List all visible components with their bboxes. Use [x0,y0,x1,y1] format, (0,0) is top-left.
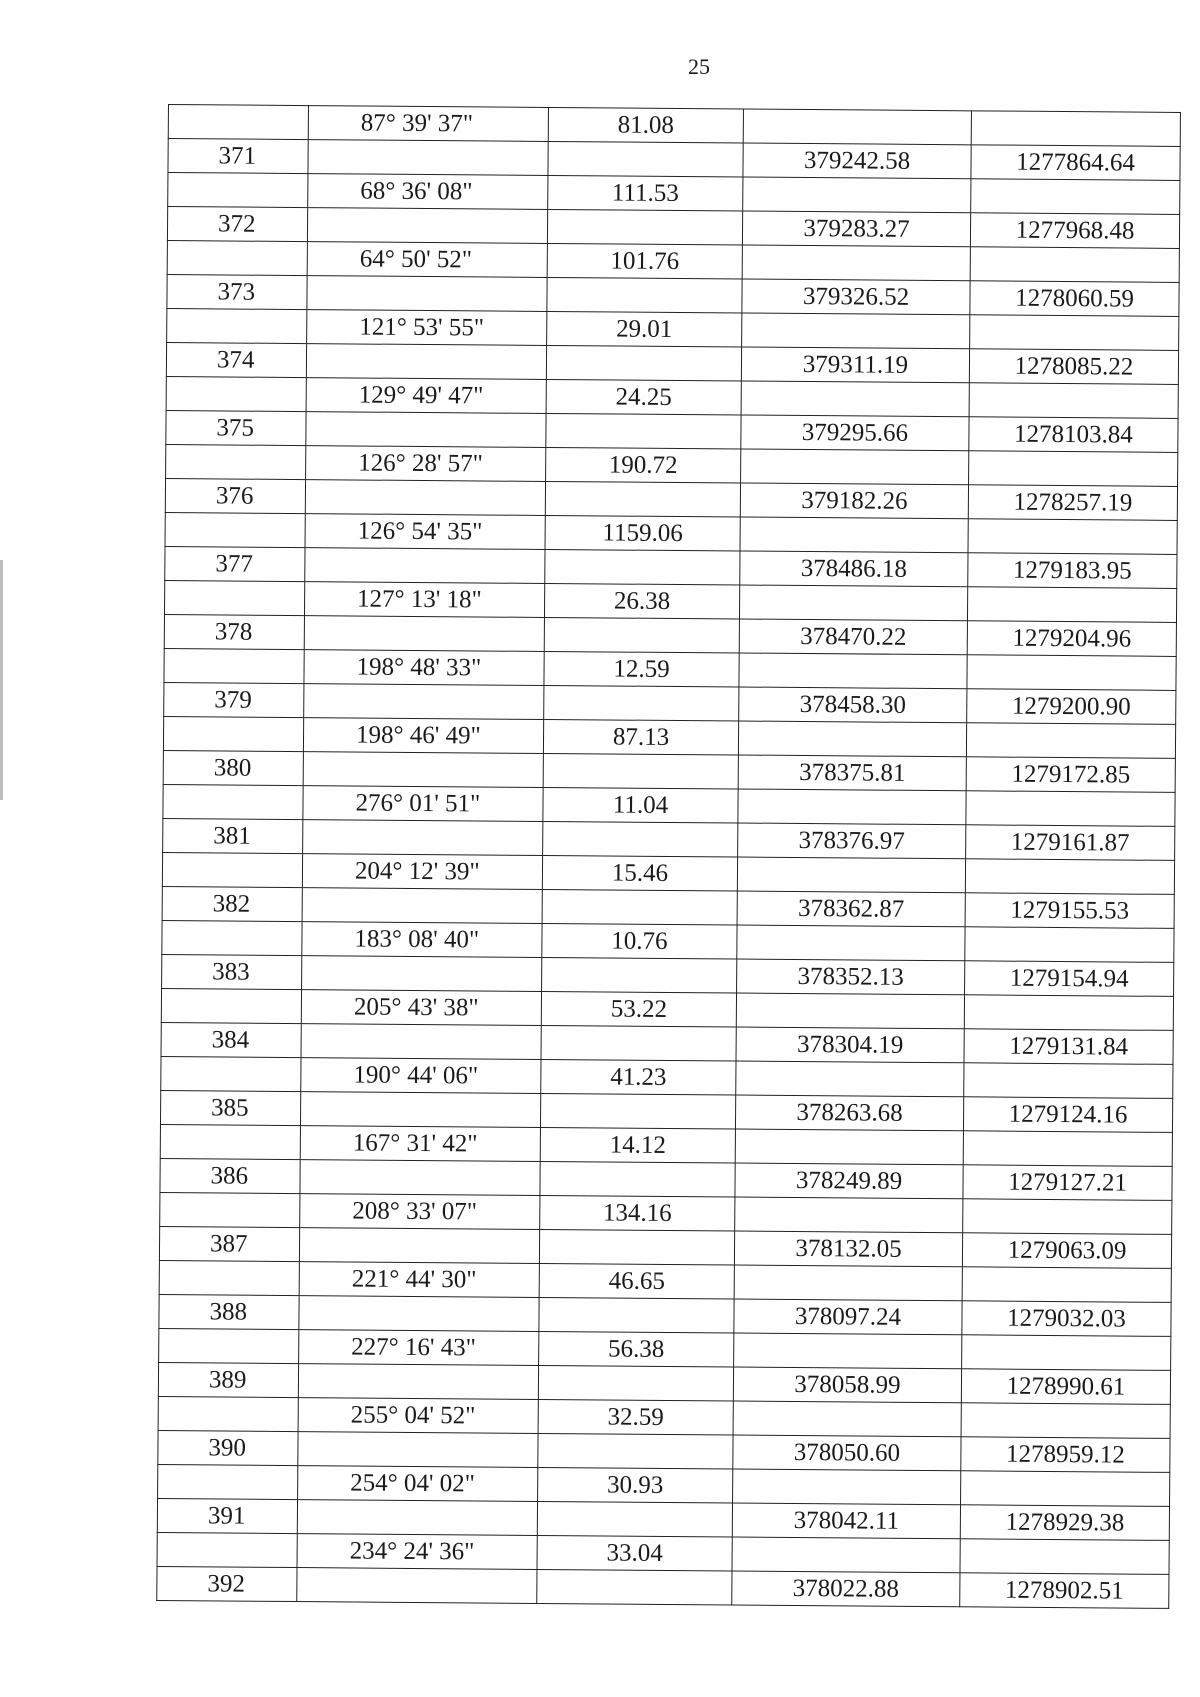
distance-cell [546,413,741,449]
northing-cell [965,927,1174,963]
northing-cell [965,859,1174,895]
distance-cell: 56.38 [539,1331,734,1367]
easting-cell [743,177,971,213]
station-cell [159,1260,299,1295]
station-cell [163,716,303,751]
distance-cell: 111.53 [548,175,743,211]
northing-cell: 1279127.21 [963,1165,1172,1201]
bearing-cell: 208° 33' 07" [300,1194,540,1230]
northing-cell [968,519,1177,555]
northing-cell [971,111,1180,147]
easting-cell [735,1129,963,1165]
easting-cell: 378376.97 [738,823,966,859]
station-cell: 384 [161,1022,301,1057]
northing-cell [970,315,1179,351]
distance-cell [547,277,742,313]
bearing-cell: 221° 44' 30" [299,1262,539,1298]
easting-cell [742,245,970,281]
easting-cell [733,1469,961,1505]
easting-cell [741,449,969,485]
easting-cell: 378050.60 [733,1435,961,1471]
station-cell: 373 [167,274,307,309]
station-cell: 374 [166,342,306,377]
easting-cell [743,109,971,145]
northing-cell [966,791,1175,827]
northing-cell [963,1199,1172,1235]
northing-cell [967,587,1176,623]
bearing-cell [306,412,546,448]
distance-cell [537,1501,732,1537]
distance-cell: 12.59 [544,651,739,687]
bearing-cell: 129° 49' 47" [306,378,546,414]
station-cell: 372 [167,207,307,242]
northing-cell [960,1539,1169,1575]
station-cell: 391 [157,1498,297,1533]
easting-cell [732,1537,960,1573]
bearing-cell: 167° 31' 42" [300,1126,540,1162]
distance-cell: 24.25 [546,379,741,415]
easting-cell [734,1333,962,1369]
easting-cell: 378022.88 [732,1571,960,1607]
distance-cell: 190.72 [546,447,741,483]
bearing-cell: 126° 54' 35" [305,514,545,550]
bearing-cell [304,616,544,652]
northing-cell: 1278990.61 [961,1369,1170,1405]
northing-cell [962,1267,1171,1303]
northing-cell: 1279172.85 [966,757,1175,793]
distance-cell: 46.65 [539,1263,734,1299]
northing-cell: 1279155.53 [965,893,1174,929]
bearing-cell: 255° 04' 52" [298,1398,538,1434]
station-cell: 371 [168,139,308,174]
station-cell: 380 [163,750,303,785]
easting-cell [735,1197,963,1233]
distance-cell [538,1433,733,1469]
station-cell: 387 [159,1226,299,1261]
easting-cell: 379242.58 [743,143,971,179]
station-cell [160,1124,300,1159]
easting-cell [741,381,969,417]
northing-cell: 1278103.84 [969,417,1178,453]
northing-cell [964,995,1173,1031]
distance-cell [539,1229,734,1265]
distance-cell [544,617,739,653]
bearing-cell [306,344,546,380]
northing-cell [970,247,1179,283]
station-cell [162,852,302,887]
easting-cell [739,653,967,689]
distance-cell [548,141,743,177]
distance-cell [540,1093,735,1129]
easting-cell: 378458.30 [739,687,967,723]
distance-cell [540,1161,735,1197]
station-cell [164,648,304,683]
bearing-cell: 126° 28' 57" [306,446,546,482]
station-cell [164,580,304,615]
distance-cell [538,1365,733,1401]
station-cell: 379 [164,682,304,717]
northing-cell: 1279200.90 [967,689,1176,725]
station-cell: 381 [163,818,303,853]
station-cell [160,1192,300,1227]
easting-cell: 378042.11 [732,1503,960,1539]
bearing-cell [303,752,543,788]
northing-cell [964,1063,1173,1099]
distance-cell: 11.04 [543,787,738,823]
station-cell [161,1056,301,1091]
northing-cell: 1278085.22 [969,349,1178,385]
northing-cell: 1278902.51 [960,1573,1169,1609]
easting-cell: 379182.26 [740,483,968,519]
station-cell [168,173,308,208]
station-cell: 388 [159,1294,299,1329]
station-cell [161,988,301,1023]
easting-cell [742,313,970,349]
distance-cell [537,1569,732,1605]
northing-cell [971,179,1180,215]
bearing-cell: 127° 13' 18" [304,582,544,618]
northing-cell: 1278959.12 [961,1437,1170,1473]
bearing-cell [299,1228,539,1264]
distance-cell [539,1297,734,1333]
northing-cell [963,1131,1172,1167]
distance-cell [542,957,737,993]
northing-cell: 1279032.03 [962,1301,1171,1337]
page-number: 25 [688,54,710,79]
distance-cell: 29.01 [547,311,742,347]
distance-cell [545,549,740,585]
northing-cell: 1278060.59 [970,281,1179,317]
bearing-cell [301,1024,541,1060]
easting-cell [736,1061,964,1097]
bearing-cell [305,480,545,516]
bearing-cell [302,956,542,992]
bearing-cell [298,1432,538,1468]
northing-cell: 1279161.87 [966,825,1175,861]
easting-cell: 378375.81 [738,755,966,791]
bearing-cell: 234° 24' 36" [297,1534,537,1570]
bearing-cell [297,1568,537,1604]
bearing-cell [305,548,545,584]
distance-cell: 15.46 [542,855,737,891]
distance-cell: 14.12 [540,1127,735,1163]
station-cell [162,920,302,955]
bearing-cell: 190° 44' 06" [301,1058,541,1094]
bearing-cell: 198° 46' 49" [303,718,543,754]
station-cell [163,784,303,819]
station-cell: 382 [162,886,302,921]
table-body [157,105,1181,1609]
northing-cell [969,383,1178,419]
distance-cell: 81.08 [548,107,743,143]
northing-cell [962,1335,1171,1371]
station-cell [158,1396,298,1431]
station-cell: 390 [158,1430,298,1465]
bearing-cell [299,1296,539,1332]
northing-cell [969,451,1178,487]
station-cell: 378 [164,614,304,649]
bearing-cell: 254° 04' 02" [298,1466,538,1502]
scan-edge-mark [0,560,3,800]
easting-cell [740,517,968,553]
northing-cell: 1279063.09 [962,1233,1171,1269]
easting-cell: 379311.19 [741,347,969,383]
easting-cell [733,1401,961,1437]
survey-coordinates-table [156,104,1181,1609]
distance-cell: 87.13 [543,719,738,755]
station-cell [159,1328,299,1363]
station-cell: 377 [165,546,305,581]
bearing-cell [302,888,542,924]
bearing-cell: 198° 48' 33" [304,650,544,686]
easting-cell: 379326.52 [742,279,970,315]
distance-cell: 101.76 [547,243,742,279]
northing-cell: 1279204.96 [967,621,1176,657]
distance-cell: 32.59 [538,1399,733,1435]
easting-cell: 378249.89 [735,1163,963,1199]
easting-cell: 378132.05 [734,1231,962,1267]
easting-cell: 379295.66 [741,415,969,451]
easting-cell: 378097.24 [734,1299,962,1335]
easting-cell [736,993,964,1029]
northing-cell: 1277864.64 [971,145,1180,181]
distance-cell: 41.23 [541,1059,736,1095]
bearing-cell: 64° 50' 52" [307,242,547,278]
station-cell: 392 [157,1566,297,1601]
bearing-cell [300,1160,540,1196]
easting-cell: 378058.99 [733,1367,961,1403]
bearing-cell [298,1364,538,1400]
distance-cell [543,821,738,857]
easting-cell: 378362.87 [737,891,965,927]
easting-cell [738,789,966,825]
bearing-cell: 276° 01' 51" [303,786,543,822]
bearing-cell [297,1500,537,1536]
easting-cell: 379283.27 [742,211,970,247]
distance-cell: 30.93 [538,1467,733,1503]
easting-cell: 378352.13 [737,959,965,995]
bearing-cell: 68° 36' 08" [308,174,548,210]
distance-cell [544,685,739,721]
northing-cell: 1278257.19 [968,485,1177,521]
northing-cell: 1278929.38 [960,1505,1169,1541]
station-cell: 376 [165,478,305,513]
station-cell [157,1532,297,1567]
distance-cell [542,889,737,925]
station-cell: 383 [162,954,302,989]
northing-cell: 1279183.95 [968,553,1177,589]
distance-cell [543,753,738,789]
distance-cell [546,345,741,381]
distance-cell [547,209,742,245]
northing-cell [967,655,1176,691]
easting-cell [738,721,966,757]
easting-cell: 378470.22 [739,619,967,655]
distance-cell: 53.22 [541,991,736,1027]
station-cell [158,1464,298,1499]
station-cell: 375 [166,410,306,445]
northing-cell: 1279154.94 [965,961,1174,997]
bearing-cell: 204° 12' 39" [302,854,542,890]
bearing-cell [308,140,548,176]
northing-cell: 1279131.84 [964,1029,1173,1065]
distance-cell: 10.76 [542,923,737,959]
station-cell [167,308,307,343]
station-cell: 386 [160,1158,300,1193]
distance-cell: 1159.06 [545,515,740,551]
station-cell [166,376,306,411]
easting-cell [734,1265,962,1301]
station-cell: 385 [160,1090,300,1125]
northing-cell [961,1471,1170,1507]
station-cell [168,105,308,140]
bearing-cell [300,1092,540,1128]
northing-cell [966,723,1175,759]
easting-cell: 378304.19 [736,1027,964,1063]
bearing-cell: 205° 43' 38" [301,990,541,1026]
station-cell [167,240,307,275]
distance-cell [545,481,740,517]
bearing-cell: 87° 39' 37" [308,106,548,142]
station-cell [165,512,305,547]
bearing-cell: 121° 53' 55" [307,310,547,346]
easting-cell [737,925,965,961]
easting-cell: 378263.68 [735,1095,963,1131]
bearing-cell [307,276,547,312]
northing-cell [961,1403,1170,1439]
northing-cell: 1277968.48 [970,213,1179,249]
bearing-cell [303,820,543,856]
distance-cell: 33.04 [537,1535,732,1571]
station-cell [166,444,306,479]
bearing-cell: 183° 08' 40" [302,922,542,958]
distance-cell [541,1025,736,1061]
easting-cell [737,857,965,893]
bearing-cell [307,208,547,244]
northing-cell: 1279124.16 [963,1097,1172,1133]
station-cell: 389 [158,1362,298,1397]
easting-cell [739,585,967,621]
distance-cell: 26.38 [544,583,739,619]
distance-cell: 134.16 [540,1195,735,1231]
bearing-cell [304,684,544,720]
bearing-cell: 227° 16' 43" [299,1330,539,1366]
easting-cell: 378486.18 [740,551,968,587]
table-row [157,1566,1169,1608]
